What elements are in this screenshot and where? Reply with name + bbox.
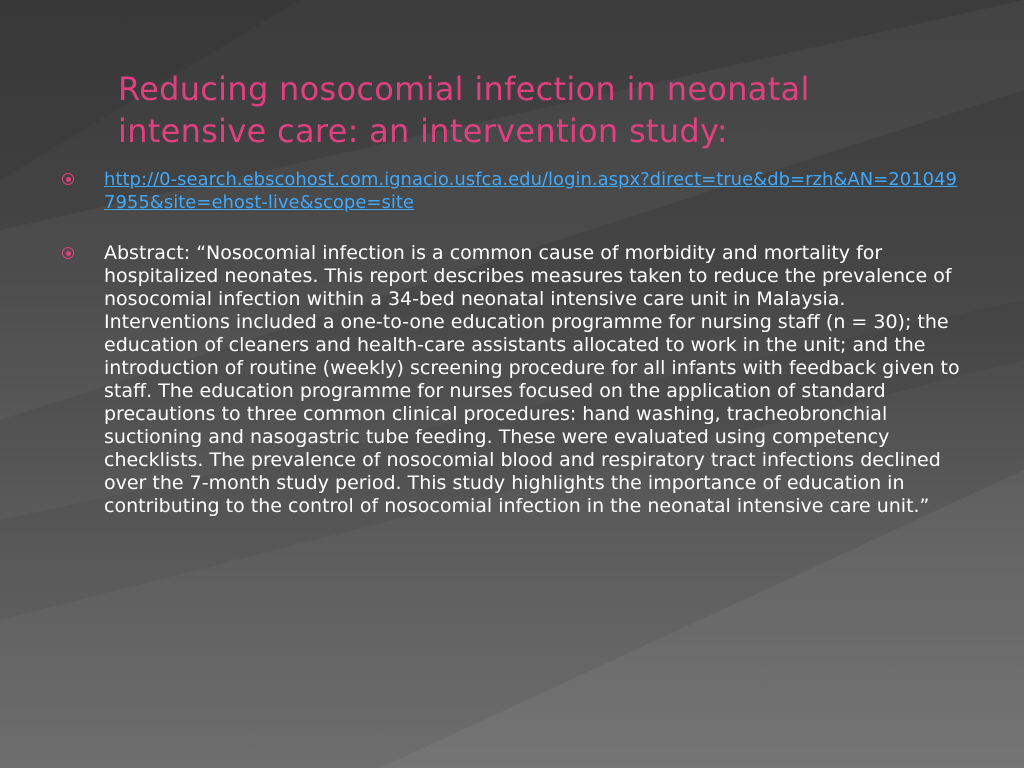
bullet-list bbox=[62, 168, 962, 546]
article-link[interactable]: http://0-search.ebscohost.com.ignacio.usfca.edu/login.aspx?direct=true&db=rzh&AN=2010497955&site=ehost-live&scope=site bbox=[104, 169, 957, 213]
circle-dot-icon bbox=[62, 173, 74, 185]
title-line: Reducing nosocomial infection in neonatal bbox=[118, 70, 810, 108]
circle-dot-icon bbox=[62, 247, 74, 259]
title-line: intensive care: an intervention study: bbox=[118, 112, 728, 150]
bullet-item-link bbox=[62, 168, 962, 214]
abstract-text: Abstract: “Nosocomial infection is a common cause of morbidity and mortality for hospitalized neonates. This report describes measures taken to reduce the prevalence of nosocomial infection within a 34-bed neonatal intensive care unit in Malaysia. Interventions included a one-to-one education programme for nursing staff (n = 30); the education of cleaners and health-care assistants allocated to work in the unit; and the introduction of routine (weekly) screening procedure for all infants with feedback given to staff. The education programme for nurses focused on the application of standard precautions to three common clinical procedures: hand washing, tracheobronchial suctioning and nasogastric tube feeding. These were evaluated using competency checklists. The prevalence of nosocomial blood and respiratory tract infections declined over the 7-month study period. This study highlights the importance of education in contributing to the control of nosocomial infection in the neonatal intensive care unit.” bbox=[104, 242, 960, 517]
bullet-item-abstract bbox=[62, 242, 962, 518]
slide-title bbox=[118, 68, 998, 152]
